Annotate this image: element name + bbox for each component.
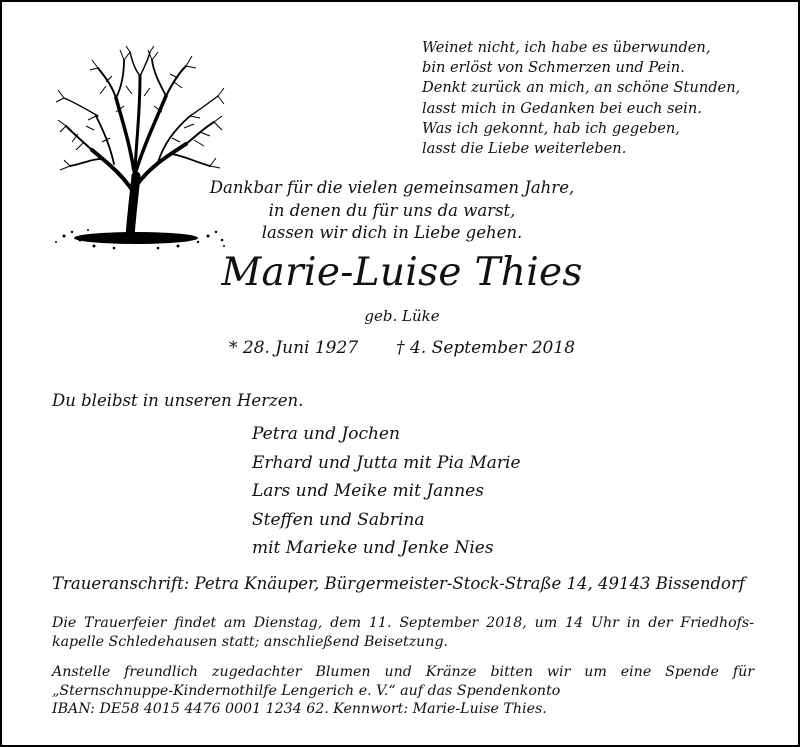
family-member: Petra und Jochen <box>252 424 400 444</box>
farewell-line: Du bleibst in unseren Herzen. <box>52 391 304 410</box>
life-dates <box>2 338 800 358</box>
family-member: Lars und Meike mit Jannes <box>252 481 484 501</box>
poem-line: bin erlöst von Schmerzen und Pein. <box>422 59 685 77</box>
donation-notice <box>52 663 754 719</box>
deceased-name: Marie-Luise Thies <box>221 250 583 295</box>
family-member: Steffen und Sabrina <box>252 509 425 530</box>
poem-line: Denkt zurück an mich, an schöne Stunden, <box>422 79 741 97</box>
family-list <box>252 420 521 563</box>
gratitude-line: in denen du für uns da warst, <box>268 200 516 220</box>
gratitude-line: lassen wir dich in Liebe gehen. <box>261 223 523 242</box>
tree-icon <box>54 46 226 252</box>
donation-line: „Sternschnuppe-Kindernothilfe Lengerich e. V.“ auf das Spendenkonto <box>52 682 561 699</box>
poem-line: lasst die Liebe weiterleben. <box>422 140 627 158</box>
poem-line: lasst mich in Gedanken bei euch sein. <box>422 99 702 117</box>
maiden-name: geb. Lüke <box>364 307 440 325</box>
donation-line: Anstelle freundlich zugedachter Blumen und Kränze bitten wir um eine Spende für <box>52 664 754 680</box>
family-member: mit Marieke und Jenke Nies <box>252 538 494 558</box>
gratitude-line: Dankbar für die vielen gemeinsamen Jahre, <box>209 178 575 197</box>
donation-line: IBAN: DE58 4015 4476 0001 1234 62. Kennwort: Marie-Luise Thies. <box>52 701 547 718</box>
birth-date: * 28. Juni 1927 <box>228 338 359 358</box>
poem-line: Weinet nicht, ich habe es überwunden, <box>422 39 711 56</box>
death-date: † 4. September 2018 <box>396 338 576 358</box>
poem-line: Was ich gekonnt, hab ich gegeben, <box>422 119 680 137</box>
mourning-address: Traueranschrift: Petra Knäuper, Bürgermeister-Stock-Straße 14, 49143 Bissendorf <box>52 574 745 593</box>
funeral-notice: Die Trauerfeier findet am Dienstag, dem 11. September 2018, um 14 Uhr in der Friedhofs-kapelle Schledehausen statt; anschließend Beisetzung. <box>52 615 754 650</box>
gratitude-text <box>202 177 582 245</box>
family-member: Erhard und Jutta mit Pia Marie <box>252 452 521 473</box>
poem <box>422 38 740 159</box>
